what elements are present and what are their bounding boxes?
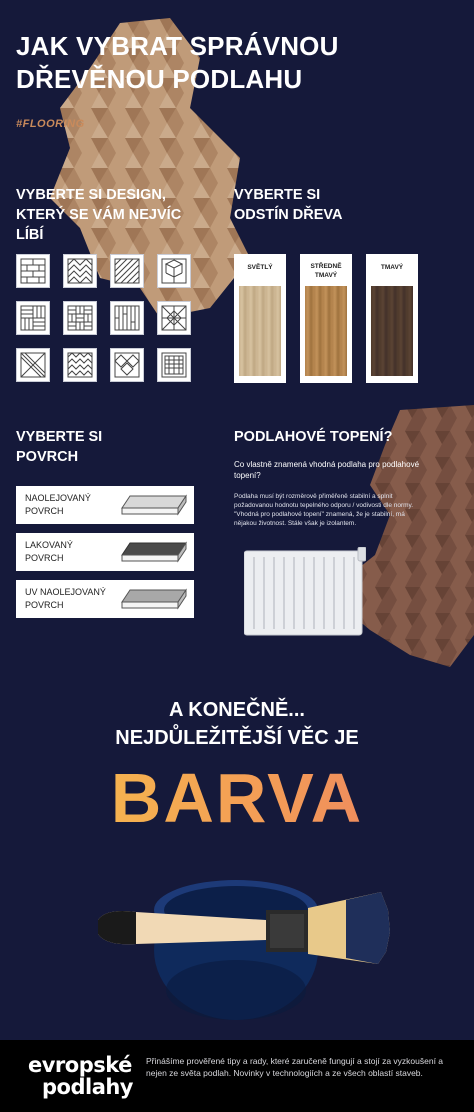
page-title: JAK VYBRAT SPRÁVNOU DŘEVĚNOU PODLAHU xyxy=(16,31,339,94)
design-heading: VYBERTE SI DESIGN, KTERÝ SE VÁM NEJVÍC LÍBÍ xyxy=(16,187,182,243)
wood-swatch-light xyxy=(239,286,281,376)
brick-icon[interactable] xyxy=(16,254,50,288)
logo-line2: podlahy xyxy=(42,1075,133,1099)
pattern-grid xyxy=(16,254,191,382)
shade-option-light[interactable] xyxy=(234,254,286,383)
shade-label: TMAVÝ xyxy=(380,264,404,271)
footer xyxy=(0,1040,474,1112)
shade-options xyxy=(234,254,418,383)
shade-option-dark[interactable] xyxy=(366,254,418,383)
shade-label: STŘEDNĚ TMAVÝ xyxy=(310,263,342,279)
diamond-icon[interactable] xyxy=(110,348,144,382)
wood-swatch-medium xyxy=(305,286,347,376)
floor-board-dark-icon xyxy=(120,539,188,565)
vertical-lines-icon[interactable] xyxy=(110,301,144,335)
big-word: BARVA xyxy=(0,758,474,838)
fish-scale-icon[interactable] xyxy=(157,348,191,382)
logo-line1: evropské xyxy=(28,1053,132,1077)
surface-option-lacquered[interactable] xyxy=(16,533,194,571)
shade-label: SVĚTLÝ xyxy=(247,264,273,271)
basket-icon[interactable] xyxy=(63,301,97,335)
heating-text: Podlaha musí být rozměrově přiměřeně stabilní a splnit požadovanou hodnotu tepelného odporu / vodivosti dle normy. "Vhodná pro podlahové topení" znamená, že je stabilní, má nějakou životnost. Stále však je izolantem. xyxy=(234,493,414,527)
floor-board-grey-icon xyxy=(120,586,188,612)
surface-options xyxy=(16,486,194,618)
finale-line2: NEJDŮLEŽITĚJŠÍ VĚC JE xyxy=(115,727,359,749)
floor-board-light-icon xyxy=(120,492,188,518)
surface-label: NAOLEJOVANÝ POVRCH xyxy=(25,493,91,516)
surface-heading: VYBERTE SI POVRCH xyxy=(16,429,103,465)
finale-text xyxy=(0,696,474,752)
x-parquet-icon[interactable] xyxy=(16,348,50,382)
finale-line1: A KONEČNĚ... xyxy=(169,699,305,721)
surface-label: UV NAOLEJOVANÝ POVRCH xyxy=(25,587,106,610)
lines-grid-icon[interactable] xyxy=(16,301,50,335)
surface-option-uv-oiled[interactable] xyxy=(16,580,194,618)
surface-label: LAKOVANÝ POVRCH xyxy=(25,540,73,563)
herringbone-icon[interactable] xyxy=(63,254,97,288)
paint-can-brush-icon xyxy=(96,840,396,1035)
tag-label: #FLOORING xyxy=(16,118,85,130)
wood-swatch-dark xyxy=(371,286,413,376)
radiator-icon xyxy=(244,547,366,642)
footer-text: Přinášíme prověřené tipy a rady, které zaručeně fungují a stojí za vyzkoušení a nejen ze světa podlah. Novinky v technologiích a ze všech oblastí staveb. xyxy=(146,1056,444,1078)
cubes-icon[interactable] xyxy=(157,254,191,288)
heating-question: Co vlastně znamená vhodná podlaha pro podlahové topení? xyxy=(234,460,420,480)
shade-option-medium[interactable] xyxy=(300,254,352,383)
zigzag-icon[interactable] xyxy=(63,348,97,382)
surface-option-oiled[interactable] xyxy=(16,486,194,524)
shade-heading: VYBERTE SI ODSTÍN DŘEVA xyxy=(234,187,343,223)
logo[interactable] xyxy=(28,1054,133,1098)
diagonal-lines-icon[interactable] xyxy=(110,254,144,288)
star-parquet-icon[interactable] xyxy=(157,301,191,335)
heating-heading: PODLAHOVÉ TOPENÍ? xyxy=(234,429,393,445)
